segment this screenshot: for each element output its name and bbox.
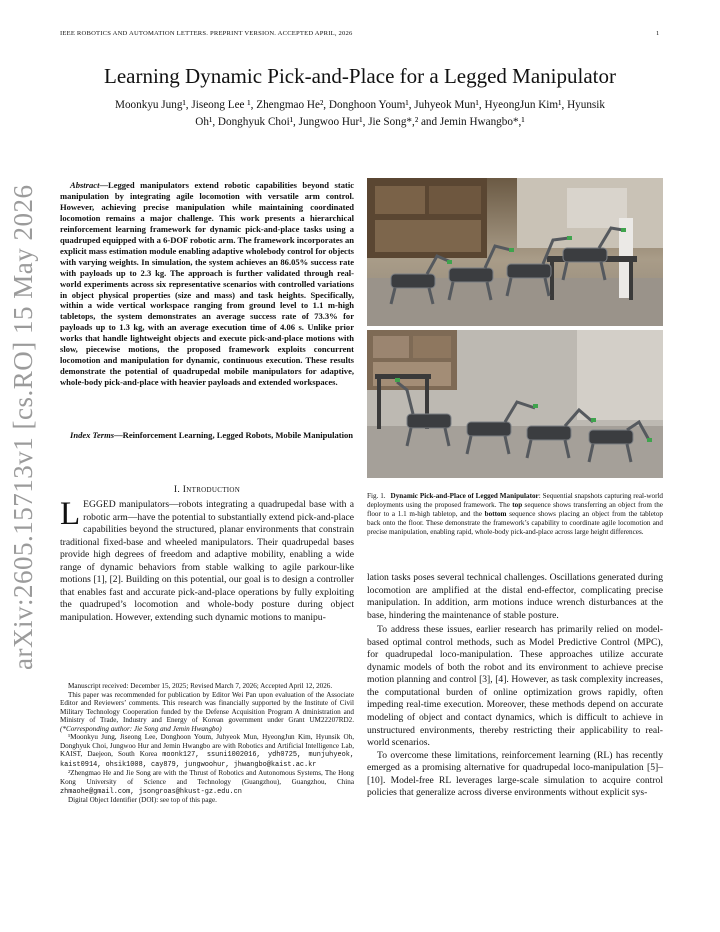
caption-title: Dynamic Pick-and-Place of Legged Manipulator	[390, 492, 539, 500]
affiliation-2-emails: zhmaohe@gmail.com, jsongroas@hkust-gz.edu.cn	[60, 787, 242, 796]
footnote-recommended-text: This paper was recommended for publication by Editor Wei Pan upon evaluation of the Associate Editor and Reviewers’ comments. This research was financially supported by the Institute of Civil Military Technology Cooperation funded by the Defense Acquisition Program A dministration and Ministry of Trade, Industry and Energy of Korean government under Grant UM22207RD2.	[60, 690, 354, 725]
affiliation-1-emails: moonk127, ssuni1002016, ydh0725, munjuhyeok, kaist0914, ohsik1008, cay879, jungwoohur, jhwangbo@kaist.ac.kr	[60, 751, 354, 769]
index-terms	[60, 430, 354, 441]
affiliation-2-text: ²Zhengmao He and Jie Song are with the Thrust of Robotics and Autonomous Systems, The Hong Kong University of Science and Technology (Guangzhou), Guangzhou, China	[60, 769, 354, 787]
author-list	[40, 97, 680, 130]
section-heading: I. Introduction	[173, 484, 241, 495]
bottom-sequence-photo	[367, 330, 663, 478]
intro-paragraph	[60, 496, 354, 624]
right-paragraph-1: lation tasks poses several technical challenges. Oscillations generated during locomotion are amplified at the distal end-effector, complicating precise manipulation. In addition, arm motions induce wrench disturbances at the base, hindering the maintenance of stable posture.	[367, 572, 663, 621]
right-paragraph-3: To overcome these limitations, reinforcement learning (RL) has recently emerged as a promising alternative for quadrupedal loco-manipulation [5]–[10]. Model-free RL leverages large-scale simulation to acquire control policies that generalize across diverse environments without explicit sys-	[367, 749, 663, 799]
footnote-doi: Digital Object Identifier (DOI): see top of this page.	[68, 796, 217, 805]
paper-title: Learning Dynamic Pick-and-Place for a Legged Manipulator	[104, 64, 616, 88]
affiliation-1-text: ¹Moonkyu Jung, Jiseong Lee, Donghoon Youm, Juhyeok Mun, HyeongJun Kim, Hyunsik Oh, Donghyuk Choi, Jungwoo Hur and Jemin Hwangbo are with Robotics and Artificial Intelligence Lab, KAIST, Daejeon, South Korea	[60, 733, 354, 759]
right-column-body	[367, 572, 663, 800]
first-word-rest: EGGED	[83, 499, 116, 510]
arxiv-identifier: arXiv:2605.15713v1 [cs.RO] 15 May 2026	[8, 184, 38, 670]
drop-cap: L	[60, 496, 81, 532]
footnotes	[60, 682, 354, 805]
footnote-corresponding: (*Corresponding author: Jie Song and Jemin Hwangbo)	[60, 724, 222, 733]
author-line-2: Oh¹, Donghyuk Choi¹, Jungwoo Hur¹, Jie Song*,² and Jemin Hwangbo*,¹	[195, 115, 525, 128]
index-terms-text: —Reinforcement Learning, Legged Robots, Mobile Manipulation	[114, 430, 354, 440]
page-number: 1	[656, 30, 660, 37]
footnote-affiliation-2	[60, 769, 354, 796]
caption-bottom: bottom	[484, 509, 507, 518]
footnote-received: Manuscript received: December 15, 2025; Revised March 7, 2026; Accepted April 12, 2026.	[68, 682, 333, 690]
abstract-text: —Legged manipulators extend robotic capabilities beyond static manipulation by integrating agile locomotion with versatile arm control. However, achieving precise manipulation while maintaining coordinated locomotion remains a major challenge. This work presents a hierarchical reinforcement learning framework for dynamic pick-and-place tasks using a quadruped equipped with a 6-DOF robotic arm. The framework incorporates an explicit mass estimation module enabling adaptive wholebody control for objects with varying weights. In simulation, the system achieves an 86.05% success rate with payloads up to 2.3 kg. The approach is further validated through real-world experiments across six representative scenarios with controlled variations in object physical properties (size and mass) and task heights. Specifically, within a wide vertical workspace ranging from ground level to 1.1 m-high tabletops, the system demonstrates an average success rate of 73.3% for payloads up to 1.3 kg, with an average execution time of 4.06 s. Unlike prior works that handle lightweight objects and execute pick-and-place motions with slow, piecewise motions, the proposed framework exploits concurrent locomotion and manipulation for dynamic, continuous execution. These results demonstrate the potential of quadrupedal mobile manipulators for adaptive, whole-body pick-and-place with heavier payloads and extended workspaces.	[60, 180, 355, 388]
caption-part-3: sequence shows placing an object from the tabletop back onto the floor. These demonstrate the framework’s capability to coordinate agile locomotion and precise manipulation, enabling rapid, whole-body pick-and-place across large height differences.	[367, 509, 663, 536]
caption-part-2: sequence shows transferring an object from the floor to a 1.1 m-high tabletop, and the	[367, 500, 663, 518]
figure-caption	[367, 492, 663, 537]
abstract-lead: Abstract	[70, 180, 100, 190]
abstract	[60, 180, 354, 388]
author-line-1: Moonkyu Jung¹, Jiseong Lee ¹, Zhengmao He², Donghoon Youm¹, Juhyeok Mun¹, HyeongJun Kim¹, Hyunsik	[115, 99, 605, 111]
figure-label: Fig. 1.	[367, 492, 386, 500]
footnote-recommended	[60, 691, 354, 734]
figure-1	[367, 178, 663, 478]
footnote-affiliation-1	[60, 733, 354, 769]
right-paragraph-2: To address these issues, earlier research has primarily relied on model-based optimal control methods, such as Model Predictive Control (MPC), for quadrupedal loco-manipulation. These approaches utilize accurate dynamic models of both the robot and its environment to achieve precise motion planning and control [3], [4]. However, as task complexity increases, the computational burden of online optimization grows rapidly, often impeding real-time execution. Moreover, these methods depend on accurate modeling of object and contact dynamics, which is difficult to achieve in unstructured environments, thereby restricting their applicability to real-world scenarios.	[367, 624, 663, 749]
running-head: IEEE ROBOTICS AND AUTOMATION LETTERS. PREPRINT VERSION. ACCEPTED APRIL, 2026	[60, 30, 353, 37]
caption-top: top	[512, 500, 523, 509]
caption-part-1: : Sequential snapshots capturing real-world deployments using the proposed framework. The	[367, 492, 664, 509]
intro-text: manipulators—robots integrating a quadrupedal base with a robotic arm—have the potential to substantially extend pick-and-place capabilities beyond the structured, planar environments that constrain traditional fixed-base and wheeled manipulators. Their quadrupedal bases provide high degrees of freedom and adaptive mobility, enabling a wide range of dynamic behaviors from stable walking to agile parkour-like motions [1], [2]. Building on this potential, our goal is to design a controller that enables fast and accurate pick-and-place operations by fully exploiting the quadruped’s locomotion and whole-body posture during object manipulation. However, extending such dynamic motions to manipu-	[60, 499, 354, 623]
top-sequence-photo	[367, 178, 663, 326]
index-terms-lead: Index Terms	[70, 430, 115, 440]
